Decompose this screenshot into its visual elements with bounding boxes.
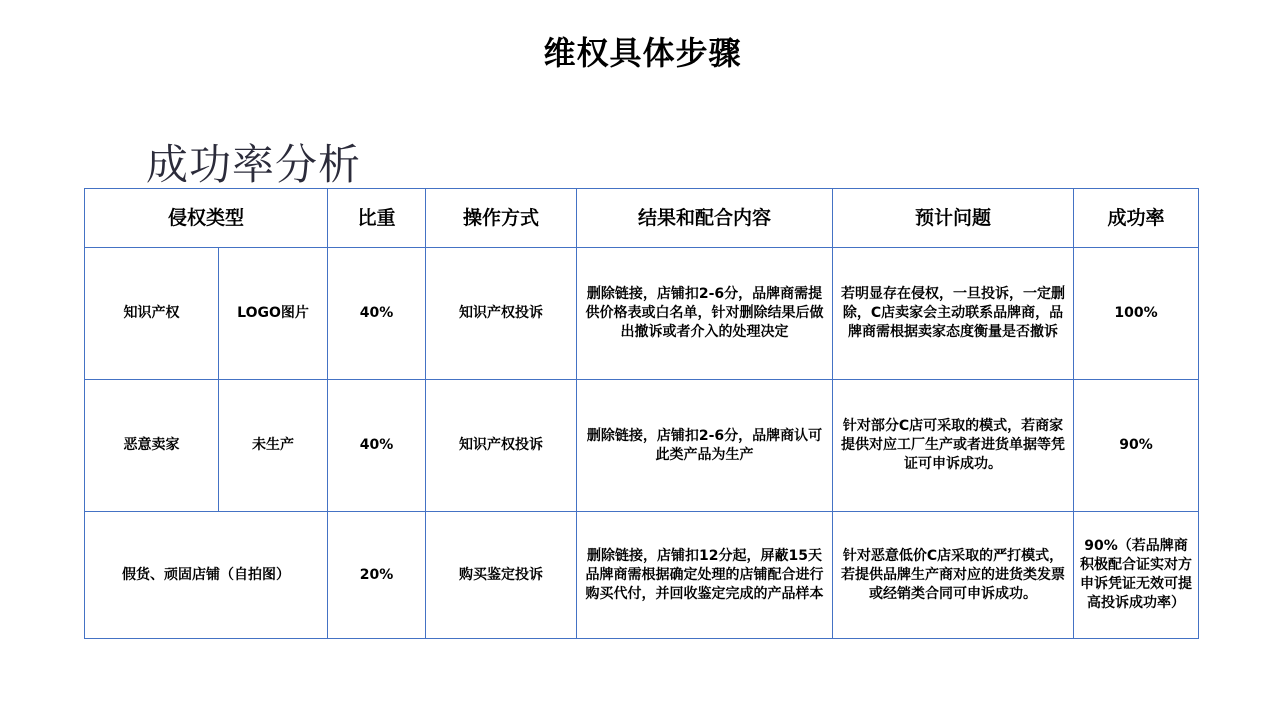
cell-type-main: 恶意卖家: [85, 380, 219, 512]
table-row: [85, 248, 1199, 380]
cell-type-sub: LOGO图片: [219, 248, 328, 380]
cell-weight: 40%: [328, 248, 426, 380]
cell-issue: 若明显存在侵权，一旦投诉，一定删除，C店卖家会主动联系品牌商，品牌商需根据卖家态度衡量是否撤诉: [833, 248, 1074, 380]
header-method: 操作方式: [426, 189, 577, 248]
table-header-row: [85, 189, 1199, 248]
cell-weight: 40%: [328, 380, 426, 512]
cell-weight: 20%: [328, 512, 426, 639]
cell-result: 删除链接，店铺扣2-6分，品牌商认可此类产品为生产: [577, 380, 833, 512]
cell-issue: 针对恶意低价C店采取的严打模式，若提供品牌生产商对应的进货类发票或经销类合同可申诉成功。: [833, 512, 1074, 639]
cell-rate: 90%: [1074, 380, 1199, 512]
success-rate-table: [84, 188, 1199, 639]
cell-type-main: 知识产权: [85, 248, 219, 380]
cell-result: 删除链接，店铺扣12分起，屏蔽15天品牌商需根据确定处理的店铺配合进行购买代付，并回收鉴定完成的产品样本: [577, 512, 833, 639]
cell-method: 知识产权投诉: [426, 248, 577, 380]
table-row: [85, 512, 1199, 639]
cell-method: 知识产权投诉: [426, 380, 577, 512]
cell-rate: 90%（若品牌商积极配合证实对方申诉凭证无效可提高投诉成功率）: [1074, 512, 1199, 639]
header-weight: 比重: [328, 189, 426, 248]
header-issue: 预计问题: [833, 189, 1074, 248]
cell-rate: 100%: [1074, 248, 1199, 380]
cell-type-main: 假货、顽固店铺（自拍图）: [85, 512, 328, 639]
page-title: 维权具体步骤: [543, 34, 742, 72]
cell-type-sub: 未生产: [219, 380, 328, 512]
header-rate: 成功率: [1074, 189, 1199, 248]
table-row: [85, 380, 1199, 512]
section-title: 成功率分析: [146, 140, 362, 189]
header-result: 结果和配合内容: [577, 189, 833, 248]
cell-method: 购买鉴定投诉: [426, 512, 577, 639]
cell-result: 删除链接，店铺扣2-6分，品牌商需提供价格表或白名单，针对删除结果后做出撤诉或者介入的处理决定: [577, 248, 833, 380]
cell-issue: 针对部分C店可采取的模式，若商家提供对应工厂生产或者进货单据等凭证可申诉成功。: [833, 380, 1074, 512]
header-type: 侵权类型: [85, 189, 328, 248]
